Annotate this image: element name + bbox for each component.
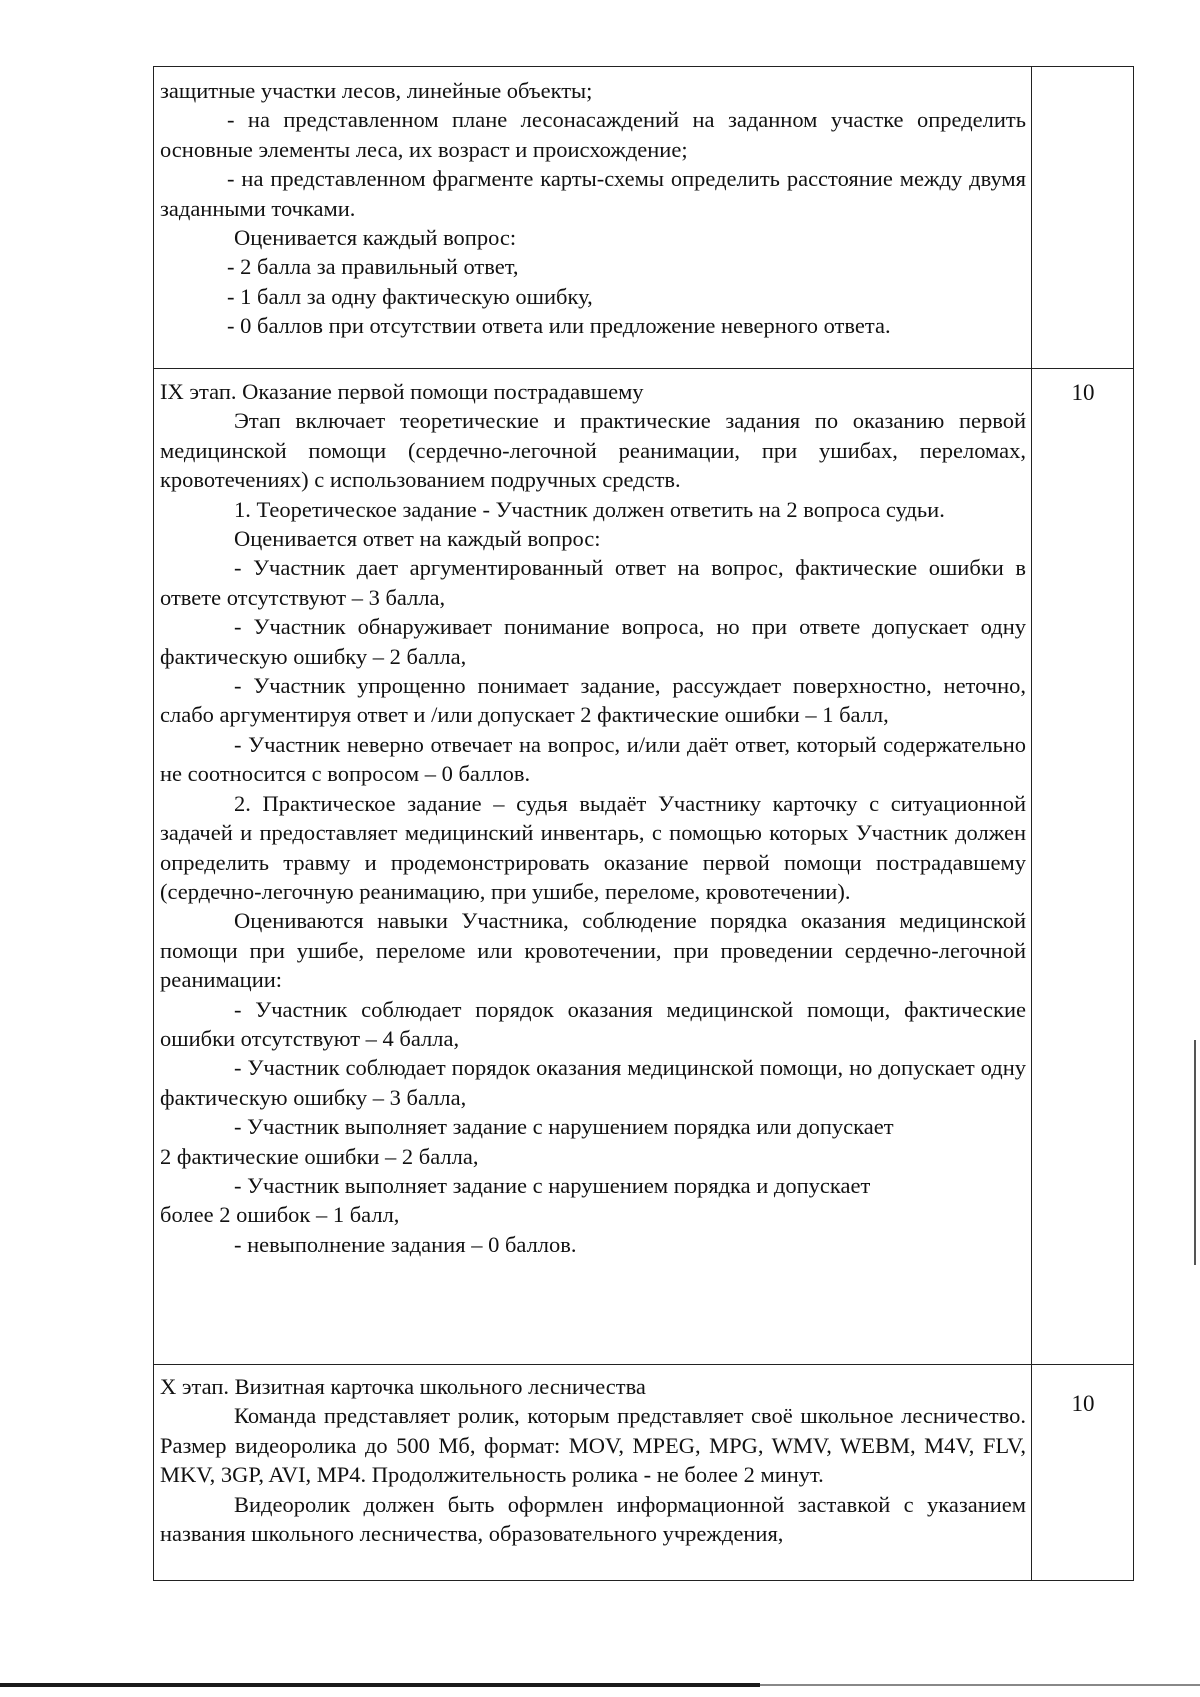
stage-title: IX этап. Оказание первой помощи пострадавшему: [160, 379, 644, 404]
text-line: - 1 балл за одну фактическую ошибку,: [227, 283, 593, 309]
row-divider: [153, 368, 1134, 369]
text-line: - 0 баллов при отсутствии ответа или предложение неверного ответа.: [227, 313, 891, 339]
paragraph: - невыполнение задания – 0 баллов.: [234, 1231, 577, 1257]
paragraph: - Участник выполняет задание с нарушением порядка и допускает: [234, 1172, 871, 1198]
paragraph: - Участник обнаруживает понимание вопроса, но при ответе допускает одну фактическую ошибку – 2 балла,: [160, 614, 1026, 669]
paragraph: Оцениваются навыки Участника, соблюдение порядка оказания медицинской помощи при ушибе, переломе или кровотечении, при проведении сердечно-легочной реанимации:: [160, 908, 1026, 993]
paragraph: - Участник неверно отвечает на вопрос, и/или даёт ответ, который содержательно не соотносится с вопросом – 0 баллов.: [160, 731, 1026, 787]
stage-title: X этап. Визитная карточка школьного лесничества: [160, 1374, 646, 1399]
text-line: защитные участки лесов, линейные объекты;: [160, 78, 593, 103]
column-divider: [1031, 66, 1032, 1581]
paragraph: Этап включает теоретические и практические задания по оказанию первой медицинской помощи (сердечно-легочной реанимации, при ушибах, переломах, кровотечениях) с использованием подручных средств.: [160, 408, 1026, 493]
paragraph: 1. Теоретическое задание - Участник должен ответить на 2 вопроса судьи.: [234, 496, 945, 522]
paragraph: - Участник выполняет задание с нарушением порядка или допускает: [234, 1114, 894, 1140]
scan-edge-mark: [1194, 1040, 1196, 1265]
row-divider: [153, 1364, 1134, 1365]
paragraph: - Участник соблюдает порядок оказания медицинской помощи, фактические ошибки отсутствуют – 4 балла,: [160, 996, 1026, 1051]
paragraph: 2. Практическое задание – судья выдаёт Участнику карточку с ситуационной задачей и предоставляет медицинский инвентарь, с помощью которых Участник должен определить травму и продемонстрировать оказание первой помощи пострадавшему (сердечно-легочную реанимацию, при ушибе, переломе, кровотечении).: [160, 790, 1026, 904]
row-continuation: [160, 76, 1026, 341]
stage-10-description: [160, 1372, 1026, 1548]
text-line: - 2 балла за правильный ответ,: [227, 254, 519, 280]
paragraph: - Участник упрощенно понимает задание, рассуждает поверхностно, неточно, слабо аргументируя ответ и /или допускает 2 фактические ошибки – 1 балл,: [160, 673, 1026, 728]
text-line: - на представленном фрагменте карты-схемы определить расстояние между двумя заданными точками.: [160, 166, 1026, 221]
stage-9-description: [160, 377, 1026, 1259]
paragraph: более 2 ошибок – 1 балл,: [160, 1202, 400, 1228]
paragraph: Команда представляет ролик, которым представляет своё школьное лесничество. Размер видеоролика до 500 Мб, формат: MOV, MPEG, MPG, WMV, WEBM, M4V, FLV, MKV, 3GP, AVI, MP4. Продолжительность ролика - не более 2 минут.: [160, 1403, 1026, 1488]
paragraph: 2 фактические ошибки – 2 балла,: [160, 1143, 479, 1169]
text-line: Оценивается каждый вопрос:: [234, 225, 517, 251]
paragraph: - Участник дает аргументированный ответ на вопрос, фактические ошибки в ответе отсутствуют – 3 балла,: [160, 555, 1026, 610]
scan-bottom-shadow: [760, 1684, 1200, 1686]
paragraph: Видеоролик должен быть оформлен информационной заставкой с указанием названия школьного лесничества, образовательного учреждения,: [160, 1491, 1026, 1547]
scan-bottom-shadow: [0, 1683, 760, 1687]
stage-10-score: 10: [1071, 1391, 1095, 1416]
paragraph: Оценивается ответ на каждый вопрос:: [234, 526, 601, 552]
text-line: - на представленном плане лесонасаждений на заданном участке определить основные элементы леса, их возраст и происхождение;: [160, 107, 1026, 162]
paragraph: - Участник соблюдает порядок оказания медицинской помощи, но допускает одну фактическую ошибку – 3 балла,: [160, 1055, 1026, 1110]
stage-9-score: 10: [1071, 380, 1095, 405]
